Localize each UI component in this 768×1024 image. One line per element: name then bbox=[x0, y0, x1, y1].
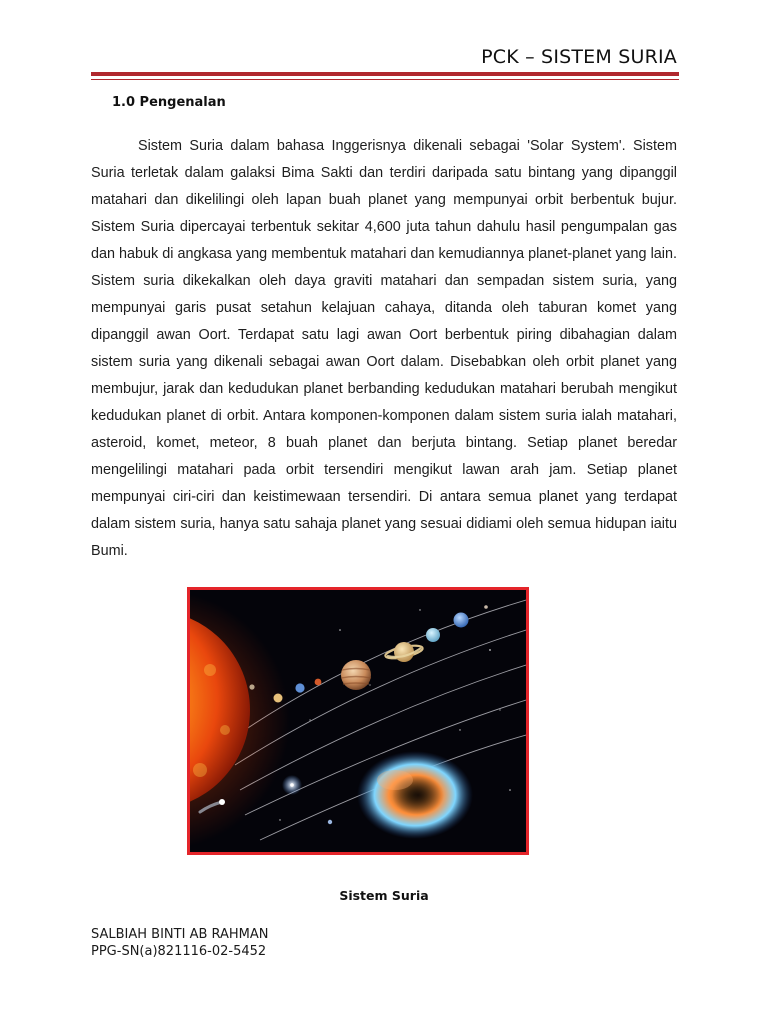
solar-system-image bbox=[187, 587, 529, 855]
intro-paragraph: Sistem Suria dalam bahasa Inggerisnya dikenali sebagai 'Solar System'. Sistem Suria terletak dalam galaksi Bima Sakti dan terdiri daripada satu bintang yang dipanggil matahari dan dikelilingi oleh lapan buah planet yang mempunyai orbit berbentuk bujur. Sistem Suria dipercayai terbentuk sekitar 4,600 juta tahun dahulu hasil pengumpalan gas dan habuk di angkasa yang membentuk matahari dan kemudiannya planet-planet yang lain. Sistem suria dikekalkan oleh daya graviti matahari dan sempadan sistem suria, yang mempunyai garis pusat setahun kelajuan cahaya, ditanda oleh taburan komet yang dipanggil awan Oort. Terdapat satu lagi awan Oort berbentuk piring dibahagian dalam sistem suria yang dikenali sebagai awan Oort dalam. Disebabkan oleh orbit planet yang membujur, jarak dan kedudukan planet berbanding kedudukan matahari berubah mengikut kedudukan planet di orbit. Antara komponen-komponen dalam sistem suria ialah matahari, asteroid, komet, meteor, 8 buah planet dan berjuta bintang. Setiap planet beredar mengelilingi matahari pada orbit tersendiri mengikut lawan arah jam. Setiap planet mempunyai ciri-ciri dan keistimewaan tersendiri. Di antara semua planet yang terdapat dalam sistem suria, hanya satu sahaja planet yang sesuai didiami oleh semua hidupan iaitu Bumi. bbox=[91, 138, 677, 559]
page-header-title: PCK – SISTEM SURIA bbox=[481, 46, 677, 68]
section-heading: 1.0 Pengenalan bbox=[112, 95, 226, 110]
author-name: SALBIAH BINTI AB RAHMAN bbox=[91, 927, 269, 942]
figure-caption: Sistem Suria bbox=[339, 888, 429, 903]
header-rule-thick bbox=[91, 72, 679, 76]
header-rule-thin bbox=[91, 79, 679, 80]
solar-system-illustration bbox=[190, 590, 526, 852]
author-id: PPG-SN(a)821116-02-5452 bbox=[91, 944, 267, 959]
author-block bbox=[91, 926, 269, 960]
